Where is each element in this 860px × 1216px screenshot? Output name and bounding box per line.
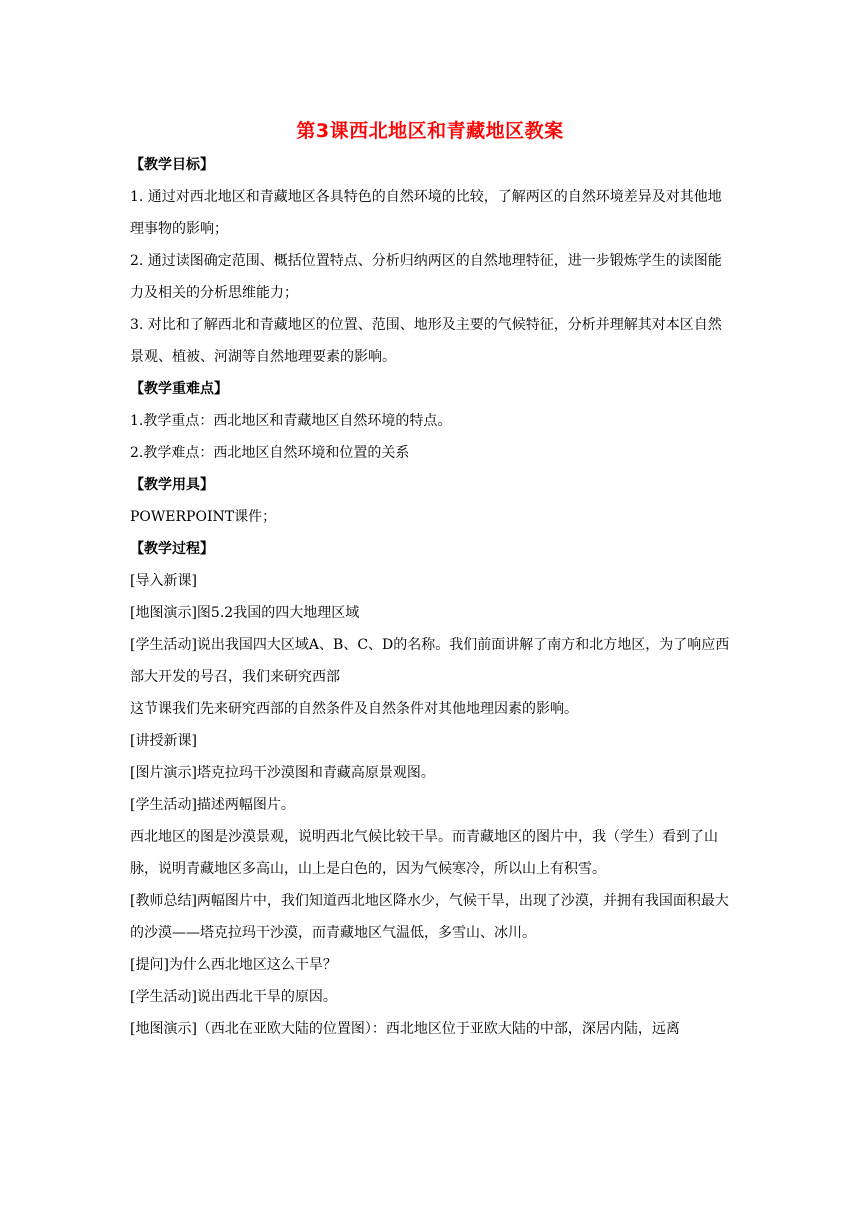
section-heading-process: 【教学过程】 <box>130 541 214 557</box>
paragraph-question: [提问]为什么西北地区这么干旱？ <box>130 957 337 973</box>
section-heading-objectives: 【教学目标】 <box>130 157 214 173</box>
paragraph-tools: POWERPOINT课件； <box>130 509 277 525</box>
paragraph-map-demo-1: [地图演示]图5.2我国的四大地理区域 <box>130 605 360 621</box>
paragraph-objective-1: 1. 通过对西北地区和青藏地区各具特色的自然环境的比较，了解两区的自然环境差异及对其他地理事物的影响； <box>130 189 722 237</box>
paragraph-student-activity-1: [学生活动]说出我国四大区域A、B、C、D的名称。我们前面讲解了南方和北方地区，为了响应西部大开发的号召，我们来研究西部 <box>130 637 730 685</box>
paragraph-student-activity-2: [学生活动]描述两幅图片。 <box>130 797 295 813</box>
document-title: 第3课西北地区和青藏地区教案 <box>296 120 564 142</box>
paragraph-new-lesson-label: [讲授新课] <box>130 733 197 749</box>
paragraph-picture-demo: [图片演示]塔克拉玛干沙漠图和青藏高原景观图。 <box>130 765 435 781</box>
paragraph-intro-label: [导入新课] <box>130 573 197 589</box>
paragraph-lesson-focus: 这节课我们先来研究西部的自然条件及自然条件对其他地理因素的影响。 <box>130 701 578 717</box>
paragraph-objective-2: 2. 通过读图确定范围、概括位置特点、分析归纳两区的自然地理特征，进一步锻炼学生的读图能力及相关的分析思维能力； <box>130 253 722 301</box>
paragraph-map-demo-2: [地图演示]（西北在亚欧大陆的位置图）：西北地区位于亚欧大陆的中部，深居内陆，远离 <box>130 1021 680 1037</box>
paragraph-difficult-point: 2.教学难点：西北地区自然环境和位置的关系 <box>130 445 410 461</box>
section-heading-key-points: 【教学重难点】 <box>130 381 228 397</box>
paragraph-student-activity-3: [学生活动]说出西北干旱的原因。 <box>130 989 337 1005</box>
section-heading-tools: 【教学用具】 <box>130 477 214 493</box>
paragraph-key-point: 1.教学重点：西北地区和青藏地区自然环境的特点。 <box>130 413 452 429</box>
document-body <box>130 149 734 1045</box>
paragraph-teacher-summary: [教师总结]两幅图片中，我们知道西北地区降水少，气候干旱，出现了沙漠，并拥有我国面积最大的沙漠——塔克拉玛干沙漠，而青藏地区气温低，多雪山、冰川。 <box>130 893 729 941</box>
paragraph-objective-3: 3. 对比和了解西北和青藏地区的位置、范围、地形及主要的气候特征，分析并理解其对本区自然景观、植被、河湖等自然地理要素的影响。 <box>130 317 722 365</box>
paragraph-picture-description: 西北地区的图是沙漠景观，说明西北气候比较干旱。而青藏地区的图片中，我（学生）看到了山脉，说明青藏地区多高山，山上是白色的，因为气候寒冷，所以山上有积雪。 <box>130 829 718 877</box>
